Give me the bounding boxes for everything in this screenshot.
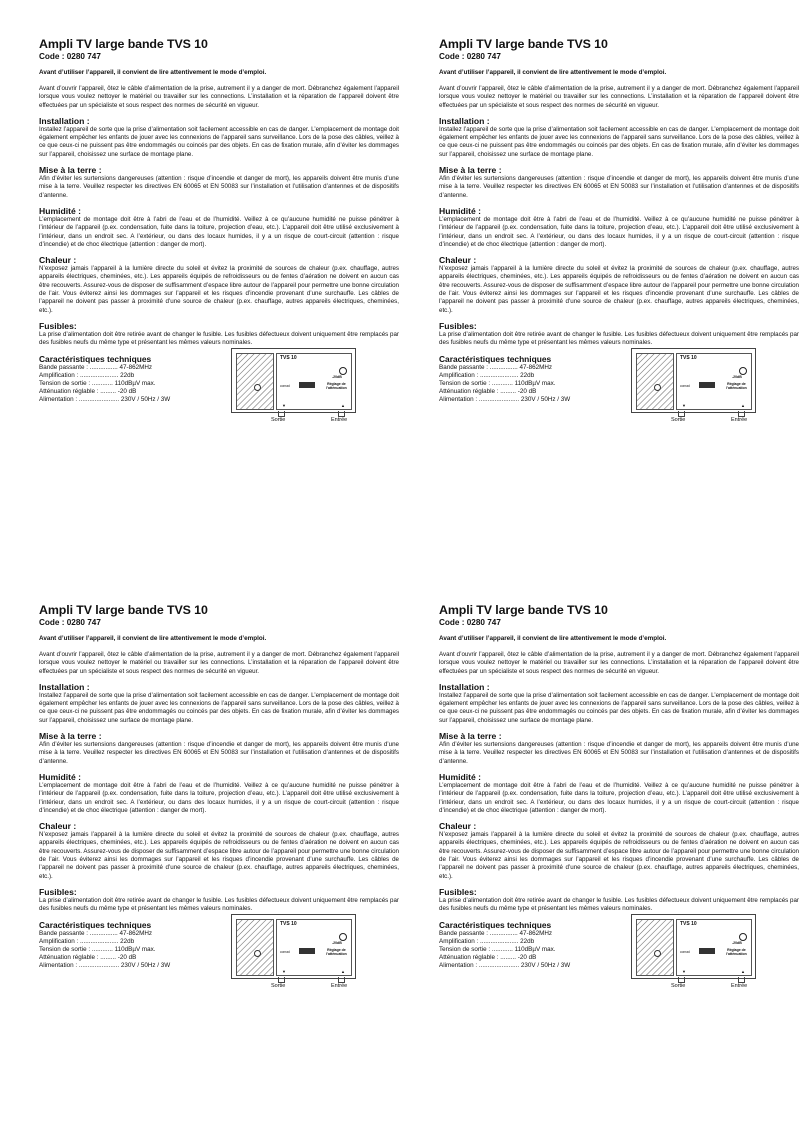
installation-text: Installez l’appareil de sorte que la prise d’alimentation soit facilement accessible en cas de danger. L’emplacement de montage doit également empêcher les enfants de jouer avec les connexions de l’appareil sans surveillance. Lors de la pose des câbles, veillez à ce que ceux-ci ne puissent pas être endommagés ou coincés par des objets. En cas de fixation murale, afin d’éviter les dommages sur l’appareil, choisissez une surface de montage plane. [439,691,799,724]
fuses-heading: Fusibles: [439,886,477,897]
device-front-panel [276,919,352,976]
spec-row: Alimentation : ....................... 230V / 50Hz / 3W [439,396,571,404]
specs-section [39,920,399,1020]
output-label: Sortie [271,982,286,989]
ground-text: Afin d’éviter les surtensions dangereuses (attention : risque d’incendie et danger de mort), les appareils doivent être munis d’une mise à la terre. Veuillez respecter les directives EN 60065 et EN 50083 sur l’installation et l’utilisation d’antennes et de dispositifs d’antenne. [439,175,799,199]
humidity-heading: Humidité : [439,205,482,216]
installation-text: Installez l’appareil de sorte que la prise d’alimentation soit facilement accessible en cas de danger. L’emplacement de montage doit également empêcher les enfants de jouer avec les connexions de l’appareil sans surveillance. Lors de la pose des câbles, veillez à ce que ceux-ci ne puissent pas être endommagés ou coincés par des objets. En cas de fixation murale, afin d’éviter les dommages sur l’appareil, choisissez une surface de montage plane. [439,125,799,158]
device-housing [631,348,756,413]
spec-row: Tension de sortie : ............ 110dBµV max. [39,379,156,387]
attenuation-knob-icon [339,933,347,941]
device-front-panel [276,353,352,410]
humidity-heading: Humidité : [439,771,482,782]
device-housing [231,914,356,979]
specs-heading: Caractéristiques techniques [439,353,552,364]
fuses-heading: Fusibles: [439,320,477,331]
brand-logo-icon [299,382,315,388]
brand-logo-icon [699,382,715,388]
installation-heading: Installation : [439,681,490,692]
adjust-line-1: Réglage de [327,947,346,952]
ground-text: Afin d’éviter les surtensions dangereuses (attention : risque d’incendie et danger de mort), les appareils doivent être munis d’une mise à la terre. Veuillez respecter les directives EN 60065 et EN 50083 sur l’installation et l’utilisation d’antennes et de dispositifs d’antenne. [39,175,399,199]
spec-row: Amplification : ...................... 22db [439,937,535,945]
humidity-text: L’emplacement de montage doit être à l’abri de l’eau et de l’humidité. Veillez à ce qu’aucune humidité ne puisse pénétrer à l’intérieur de l’appareil (p.ex. condensation, fuite dans la toiture, projection d’eau, etc.). L’appareil doit être utilisé exclusivement à l’intérieur, dans un endroit sec. A l’extérieur, ou dans des locaux humides, il y a un risque de court-circuit (attention : risque d’incendie) et de choc électrique (attention : danger de mort). [439,215,799,248]
manual-sheet [39,37,399,567]
installation-text: Installez l’appareil de sorte que la prise d’alimentation soit facilement accessible en cas de danger. L’emplacement de montage doit également empêcher les enfants de jouer avec les connexions de l’appareil sans surveillance. Lors de la pose des câbles, veillez à ce que ceux-ci ne puissent pas être endommagés ou coincés par des objets. En cas de fixation murale, afin d’éviter les dommages sur l’appareil, choisissez une surface de montage plane. [39,691,399,724]
arrow-up-icon: ▲ [741,968,745,974]
spec-row: Bande passante : ................ 47-862MHz [439,363,553,371]
input-label: Entrée [331,416,348,423]
attenuation-value: -20dB [732,940,742,945]
spec-row: Atténuation réglable : ......... -20 dB [439,954,537,962]
heat-text: N’exposez jamais l’appareil à la lumière directe du soleil et évitez la proximité de sources de chaleur (p.ex. chauffage, autres appareils électriques, cheminées, etc.). Les appareils équipés de refroidisseurs ou de fentes d’aération ne doivent en aucun cas être recouverts. Assurez-vous de disposer de suffisamment d’espace libre autour de l’appareil pour permettre une bonne circulation de l’air. Vous éviterez ainsi les dommages sur l’appareil et les risques d’incendie provenant d’une surchauffe. Les câbles de l’appareil ne doivent pas passer à proximité d’une source de chaleur (p.ex. chauffage, autres appareils électriques, cheminées, etc.). [39,831,399,880]
adjust-line-2: l’atténuation [726,951,747,956]
input-label: Entrée [331,982,348,989]
heat-text: N’exposez jamais l’appareil à la lumière directe du soleil et évitez la proximité de sources de chaleur (p.ex. chauffage, autres appareils électriques, cheminées, etc.). Les appareils équipés de refroidisseurs ou de fentes d’aération ne doivent en aucun cas être recouverts. Assurez-vous de disposer de suffisamment d’espace libre autour de l’appareil pour permettre une bonne circulation de l’air. Vous éviterez ainsi les dommages sur l’appareil et les risques d’incendie provenant d’une surchauffe. Les câbles de l’appareil ne doivent pas passer à proximité d’une source de chaleur (p.ex. chauffage, autres appareils électriques, cheminées, etc.). [439,831,799,880]
fuses-text: La prise d’alimentation doit être retirée avant de changer le fusible. Les fusibles défectueux doivent uniquement être remplacés par des fusibles neufs du même type et présentant les mêmes valeurs nominales. [39,896,399,913]
fuses-heading: Fusibles: [39,886,77,897]
attenuation-value: -20dB [732,374,742,379]
device-cover [236,919,274,976]
humidity-text: L’emplacement de montage doit être à l’abri de l’eau et de l’humidité. Veillez à ce qu’aucune humidité ne puisse pénétrer à l’intérieur de l’appareil (p.ex. condensation, fuite dans la toiture, projection d’eau, etc.). L’appareil doit être utilisé exclusivement à l’intérieur, dans un endroit sec. A l’extérieur, ou dans des locaux humides, il y a un risque de court-circuit (attention : risque d’incendie) et de choc électrique (attention : danger de mort). [439,781,799,814]
installation-heading: Installation : [39,115,90,126]
adjust-line-2: l’atténuation [726,385,747,390]
spec-row: Alimentation : ....................... 230V / 50Hz / 3W [39,396,171,404]
fuses-text: La prise d’alimentation doit être retirée avant de changer le fusible. Les fusibles défectueux doivent uniquement être remplacés par des fusibles neufs du même type et présentant les mêmes valeurs nominales. [439,896,799,913]
spec-row: Atténuation réglable : ......... -20 dB [39,388,137,396]
fuses-heading: Fusibles: [39,320,77,331]
ground-text: Afin d’éviter les surtensions dangereuses (attention : risque d’incendie et danger de mort), les appareils doivent être munis d’une mise à la terre. Veuillez respecter les directives EN 60065 et EN 50083 sur l’installation et l’utilisation d’antennes et de dispositifs d’antenne. [39,741,399,765]
arrow-up-icon: ▲ [341,968,345,974]
spec-row: Amplification : ...................... 22db [39,937,135,945]
attenuation-adjust-label [326,948,347,956]
spec-row: Amplification : ...................... 22db [39,371,135,379]
attenuation-adjust-label [326,382,347,390]
attenuation-value: -20dB [332,940,342,945]
attenuation-knob-icon [739,367,747,375]
brand-label: conrad [680,949,690,954]
spec-row: Tension de sortie : ............ 110dBµV max. [39,945,156,953]
ground-heading: Mise à la terre : [439,165,502,176]
arrow-up-icon: ▲ [741,402,745,408]
manual-sheet [39,603,399,1133]
attenuation-value: -20dB [332,374,342,379]
ground-heading: Mise à la terre : [39,165,102,176]
spec-row: Atténuation réglable : ......... -20 dB [39,954,137,962]
device-housing [231,348,356,413]
manual-sheet [439,37,799,567]
document-title: Ampli TV large bande TVS 10 [439,37,608,51]
arrow-down-icon: ▼ [682,402,686,408]
power-led-icon [654,950,661,957]
intro-notice: Avant d’utiliser l’appareil, il convient de lire attentivement le mode d’emploi. [439,635,667,642]
heat-heading: Chaleur : [439,255,477,266]
product-code: Code : 0280 747 [439,52,501,61]
fuses-text: La prise d’alimentation doit être retirée avant de changer le fusible. Les fusibles défectueux doivent uniquement être remplacés par des fusibles neufs du même type et présentant les mêmes valeurs nominales. [439,330,799,347]
brand-logo-icon [699,948,715,954]
spec-row: Bande passante : ................ 47-862MHz [39,363,153,371]
device-cover [236,353,274,410]
input-label: Entrée [731,416,748,423]
adjust-line-1: Réglage de [327,381,346,386]
specs-section [39,354,399,454]
brand-label: conrad [280,949,290,954]
attenuation-knob-icon [739,933,747,941]
device-front-panel [676,919,752,976]
brand-logo-icon [299,948,315,954]
heat-heading: Chaleur : [39,255,77,266]
device-front-panel [676,353,752,410]
output-label: Sortie [671,982,686,989]
specs-section [439,354,799,454]
brand-label: conrad [280,383,290,388]
specs-section [439,920,799,1020]
device-model-label: TVS 10 [280,920,297,927]
input-label: Entrée [731,982,748,989]
spec-row: Tension de sortie : ............ 110dBµV max. [439,379,556,387]
installation-heading: Installation : [439,115,490,126]
device-diagram [231,348,356,424]
adjust-line-1: Réglage de [727,381,746,386]
intro-notice: Avant d’utiliser l’appareil, il convient de lire attentivement le mode d’emploi. [39,635,267,642]
heat-heading: Chaleur : [39,821,77,832]
manual-sheet [439,603,799,1133]
spec-row: Atténuation réglable : ......... -20 dB [439,388,537,396]
arrow-up-icon: ▲ [341,402,345,408]
device-model-label: TVS 10 [680,354,697,361]
spec-row: Tension de sortie : ............ 110dBµV max. [439,945,556,953]
installation-heading: Installation : [39,681,90,692]
installation-text: Installez l’appareil de sorte que la prise d’alimentation soit facilement accessible en cas de danger. L’emplacement de montage doit également empêcher les enfants de jouer avec les connexions de l’appareil sans surveillance. Lors de la pose des câbles, veillez à ce que ceux-ci ne puissent pas être endommagés ou coincés par des objets. En cas de fixation murale, afin d’éviter les dommages sur l’appareil, choisissez une surface de montage plane. [39,125,399,158]
product-code: Code : 0280 747 [39,52,101,61]
intro-notice: Avant d’utiliser l’appareil, il convient de lire attentivement le mode d’emploi. [39,69,267,76]
heat-text: N’exposez jamais l’appareil à la lumière directe du soleil et évitez la proximité de sources de chaleur (p.ex. chauffage, autres appareils électriques, cheminées, etc.). Les appareils équipés de refroidisseurs ou de fentes d’aération ne doivent en aucun cas être recouverts. Assurez-vous de disposer de suffisamment d’espace libre autour de l’appareil pour permettre une bonne circulation de l’air. Vous éviterez ainsi les dommages sur l’appareil et les risques d’incendie provenant d’une surchauffe. Les câbles de l’appareil ne doivent pas passer à proximité d’une source de chaleur (p.ex. chauffage, autres appareils électriques, cheminées, etc.). [39,265,399,314]
device-cover [636,353,674,410]
device-cover [636,919,674,976]
device-model-label: TVS 10 [680,920,697,927]
product-code: Code : 0280 747 [39,618,101,627]
attenuation-knob-icon [339,367,347,375]
ground-text: Afin d’éviter les surtensions dangereuses (attention : risque d’incendie et danger de mort), les appareils doivent être munis d’une mise à la terre. Veuillez respecter les directives EN 60065 et EN 50083 sur l’installation et l’utilisation d’antennes et de dispositifs d’antenne. [439,741,799,765]
specs-heading: Caractéristiques techniques [39,919,152,930]
document-title: Ampli TV large bande TVS 10 [39,603,208,617]
safety-paragraph: Avant d’ouvrir l’appareil, ôtez le câble d’alimentation de la prise, autrement il y a danger de mort. Débranchez également l’appareil lorsque vous voulez nettoyer le matériel ou travailler sur les connections. L’installation et la réparation de l’appareil doivent être effectuées par un spécialiste et sous respect des normes de sécurité en vigueur. [439,85,799,109]
specs-heading: Caractéristiques techniques [39,353,152,364]
safety-paragraph: Avant d’ouvrir l’appareil, ôtez le câble d’alimentation de la prise, autrement il y a danger de mort. Débranchez également l’appareil lorsque vous voulez nettoyer le matériel ou travailler sur les connections. L’installation et la réparation de l’appareil doivent être effectuées par un spécialiste et sous respect des normes de sécurité en vigueur. [39,651,399,675]
arrow-down-icon: ▼ [682,968,686,974]
attenuation-adjust-label [726,382,747,390]
humidity-text: L’emplacement de montage doit être à l’abri de l’eau et de l’humidité. Veillez à ce qu’aucune humidité ne puisse pénétrer à l’intérieur de l’appareil (p.ex. condensation, fuite dans la toiture, projection d’eau, etc.). L’appareil doit être utilisé exclusivement à l’intérieur, dans un endroit sec. A l’extérieur, ou dans des locaux humides, il y a un risque de court-circuit (attention : risque d’incendie) et de choc électrique (attention : danger de mort). [39,781,399,814]
spec-row: Alimentation : ....................... 230V / 50Hz / 3W [439,962,571,970]
humidity-heading: Humidité : [39,771,82,782]
adjust-line-1: Réglage de [727,947,746,952]
power-led-icon [254,950,261,957]
device-housing [631,914,756,979]
arrow-down-icon: ▼ [282,968,286,974]
safety-paragraph: Avant d’ouvrir l’appareil, ôtez le câble d’alimentation de la prise, autrement il y a danger de mort. Débranchez également l’appareil lorsque vous voulez nettoyer le matériel ou travailler sur les connections. L’installation et la réparation de l’appareil doivent être effectuées par un spécialiste et sous respect des normes de sécurité en vigueur. [39,85,399,109]
humidity-heading: Humidité : [39,205,82,216]
power-led-icon [654,384,661,391]
spec-row: Bande passante : ................ 47-862MHz [39,929,153,937]
output-label: Sortie [671,416,686,423]
brand-label: conrad [680,383,690,388]
fuses-text: La prise d’alimentation doit être retirée avant de changer le fusible. Les fusibles défectueux doivent uniquement être remplacés par des fusibles neufs du même type et présentant les mêmes valeurs nominales. [39,330,399,347]
power-led-icon [254,384,261,391]
heat-text: N’exposez jamais l’appareil à la lumière directe du soleil et évitez la proximité de sources de chaleur (p.ex. chauffage, autres appareils électriques, cheminées, etc.). Les appareils équipés de refroidisseurs ou de fentes d’aération ne doivent en aucun cas être recouverts. Assurez-vous de disposer de suffisamment d’espace libre autour de l’appareil pour permettre une bonne circulation de l’air. Vous éviterez ainsi les dommages sur l’appareil et les risques d’incendie provenant d’une surchauffe. Les câbles de l’appareil ne doivent pas passer à proximité d’une source de chaleur (p.ex. chauffage, autres appareils électriques, cheminées, etc.). [439,265,799,314]
attenuation-adjust-label [726,948,747,956]
heat-heading: Chaleur : [439,821,477,832]
device-diagram [631,348,756,424]
spec-row: Amplification : ...................... 22db [439,371,535,379]
device-diagram [631,914,756,990]
spec-row: Bande passante : ................ 47-862MHz [439,929,553,937]
product-code: Code : 0280 747 [439,618,501,627]
device-model-label: TVS 10 [280,354,297,361]
intro-notice: Avant d’utiliser l’appareil, il convient de lire attentivement le mode d’emploi. [439,69,667,76]
document-title: Ampli TV large bande TVS 10 [439,603,608,617]
arrow-down-icon: ▼ [282,402,286,408]
ground-heading: Mise à la terre : [439,731,502,742]
adjust-line-2: l’atténuation [326,385,347,390]
safety-paragraph: Avant d’ouvrir l’appareil, ôtez le câble d’alimentation de la prise, autrement il y a danger de mort. Débranchez également l’appareil lorsque vous voulez nettoyer le matériel ou travailler sur les connections. L’installation et la réparation de l’appareil doivent être effectuées par un spécialiste et sous respect des normes de sécurité en vigueur. [439,651,799,675]
specs-heading: Caractéristiques techniques [439,919,552,930]
document-title: Ampli TV large bande TVS 10 [39,37,208,51]
adjust-line-2: l’atténuation [326,951,347,956]
ground-heading: Mise à la terre : [39,731,102,742]
output-label: Sortie [271,416,286,423]
spec-row: Alimentation : ....................... 230V / 50Hz / 3W [39,962,171,970]
device-diagram [231,914,356,990]
humidity-text: L’emplacement de montage doit être à l’abri de l’eau et de l’humidité. Veillez à ce qu’aucune humidité ne puisse pénétrer à l’intérieur de l’appareil (p.ex. condensation, fuite dans la toiture, projection d’eau, etc.). L’appareil doit être utilisé exclusivement à l’intérieur, dans un endroit sec. A l’extérieur, ou dans des locaux humides, il y a un risque de court-circuit (attention : risque d’incendie) et de choc électrique (attention : danger de mort). [39,215,399,248]
